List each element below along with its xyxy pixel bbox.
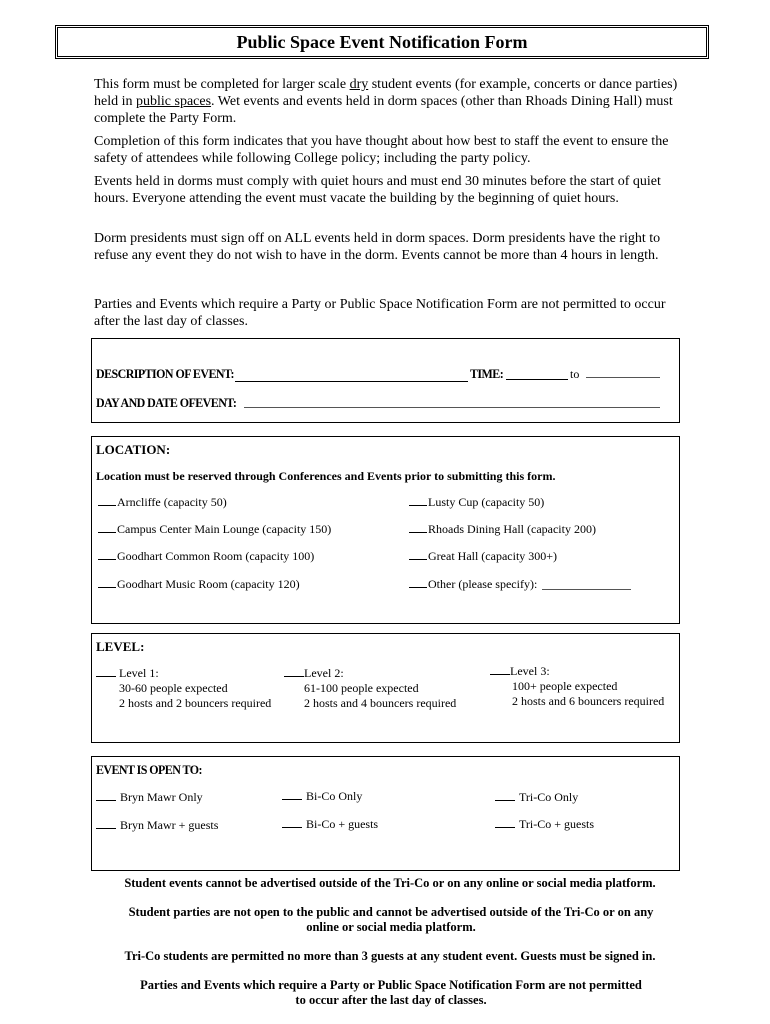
level-option-2[interactable]	[284, 666, 456, 711]
open-to-box	[91, 756, 680, 871]
level-name: Level 1:	[119, 666, 159, 680]
open-to-tri-co-only[interactable]: Tri-Co Only	[495, 790, 578, 805]
checkbox-blank[interactable]	[96, 676, 116, 677]
checkbox-blank[interactable]	[495, 827, 515, 828]
level-option-1[interactable]	[96, 666, 271, 711]
checkbox-blank[interactable]	[284, 676, 304, 677]
location-option-lusty-cup[interactable]: Lusty Cup (capacity 50)	[409, 495, 544, 510]
intro-public-spaces-term: public spaces	[136, 94, 212, 109]
open-to-heading: EVENT IS OPEN TO:	[96, 762, 202, 777]
intro-text: . Wet events and events held in dorm spaces (other than Rhoads Dining Hall) must complete the Party Form.	[94, 94, 673, 126]
location-option-goodhart-common[interactable]: Goodhart Common Room (capacity 100)	[98, 549, 314, 564]
checkbox-blank[interactable]	[96, 800, 116, 801]
location-option-arncliffe[interactable]: Arncliffe (capacity 50)	[98, 495, 227, 510]
checkbox-blank[interactable]	[96, 828, 116, 829]
footer-note-4: Parties and Events which require a Party or Public Space Notification Form are not permitted to occur after the last day of classes.	[140, 978, 642, 1007]
level-heading: LEVEL:	[96, 639, 145, 654]
checkbox-blank[interactable]	[98, 532, 116, 533]
level-option-3[interactable]	[490, 664, 664, 709]
checkbox-blank[interactable]	[409, 559, 427, 560]
form-title: Public Space Event Notification Form	[55, 25, 709, 59]
description-label: DESCRIPTION OF EVENT:	[96, 366, 234, 381]
footer-note-3: Tri-Co students are permitted no more than 3 guests at any student event. Guests must be signed in.	[124, 949, 656, 963]
location-note: Location must be reserved through Conferences and Events prior to submitting this form.	[96, 469, 556, 483]
checkbox-blank[interactable]	[409, 532, 427, 533]
intro-paragraph-5: Parties and Events which require a Party or Public Space Notification Form are not permitted to occur after the last day of classes.	[94, 297, 666, 329]
open-to-tri-co-guests[interactable]: Tri-Co + guests	[495, 817, 594, 832]
location-option-goodhart-music[interactable]: Goodhart Music Room (capacity 120)	[98, 577, 300, 592]
checkbox-blank[interactable]	[409, 587, 427, 588]
checkbox-blank[interactable]	[490, 674, 510, 675]
level-staff: 2 hosts and 6 bouncers required	[512, 694, 665, 708]
open-to-bryn-mawr-only[interactable]: Bryn Mawr Only	[96, 790, 203, 805]
event-details-box	[91, 338, 680, 423]
open-to-bryn-mawr-guests[interactable]: Bryn Mawr + guests	[96, 818, 218, 833]
open-to-bi-co-only[interactable]: Bi-Co Only	[282, 789, 362, 804]
intro-paragraph-2: Completion of this form indicates that you have thought about how best to staff the event to ensure the safety of attendees while following College policy; including the party policy.	[94, 134, 669, 166]
checkbox-blank[interactable]	[98, 505, 116, 506]
time-label: TIME:	[470, 366, 504, 381]
location-heading: LOCATION:	[96, 442, 171, 457]
level-staff: 2 hosts and 4 bouncers required	[304, 696, 457, 710]
level-name: Level 3:	[510, 664, 550, 678]
level-people: 30-60 people expected	[119, 681, 228, 695]
time-end-field[interactable]	[586, 377, 660, 378]
intro-paragraph-4: Dorm presidents must sign off on ALL events held in dorm spaces. Dorm presidents have the right to refuse any event they do not wish to have in the dorm. Events cannot be more than 4 hours in length.	[94, 231, 661, 263]
checkbox-blank[interactable]	[495, 800, 515, 801]
checkbox-blank[interactable]	[98, 587, 116, 588]
location-option-great-hall[interactable]: Great Hall (capacity 300+)	[409, 549, 557, 564]
location-option-campus-center[interactable]: Campus Center Main Lounge (capacity 150)	[98, 522, 331, 537]
intro-dry-term: dry	[349, 77, 369, 92]
intro-paragraph-3: Events held in dorms must comply with quiet hours and must end 30 minutes before the start of quiet hours. Everyone attending the event must vacate the building by the beginning of quiet hours.	[94, 174, 661, 206]
level-people: 100+ people expected	[512, 679, 618, 693]
location-option-other[interactable]: Other (please specify):	[409, 577, 537, 592]
intro-text: This form must be completed for larger scale	[94, 77, 350, 92]
date-field[interactable]	[244, 407, 660, 408]
other-location-field[interactable]	[542, 589, 631, 590]
description-field[interactable]	[235, 381, 468, 382]
checkbox-blank[interactable]	[409, 505, 427, 506]
intro-paragraph-1	[94, 76, 694, 127]
checkbox-blank[interactable]	[282, 827, 302, 828]
level-box	[91, 633, 680, 743]
level-name: Level 2:	[304, 666, 344, 680]
level-people: 61-100 people expected	[304, 681, 419, 695]
footer-note-2: Student parties are not open to the public and cannot be advertised outside of the Tri-Co or on any online or social media platform.	[128, 905, 654, 934]
location-box	[91, 436, 680, 624]
location-option-rhoads[interactable]: Rhoads Dining Hall (capacity 200)	[409, 522, 596, 537]
intro-text: student events (for example, concerts or dance parties) held in	[94, 77, 678, 109]
date-label: DAY AND DATE OFEVENT:	[96, 395, 237, 410]
footer-note-1: Student events cannot be advertised outside of the Tri-Co or on any online or social media platform.	[124, 876, 656, 890]
checkbox-blank[interactable]	[282, 799, 302, 800]
time-to-label: to	[570, 367, 580, 381]
open-to-bi-co-guests[interactable]: Bi-Co + guests	[282, 817, 378, 832]
level-staff: 2 hosts and 2 bouncers required	[119, 696, 272, 710]
time-start-field[interactable]	[506, 379, 568, 380]
checkbox-blank[interactable]	[98, 559, 116, 560]
